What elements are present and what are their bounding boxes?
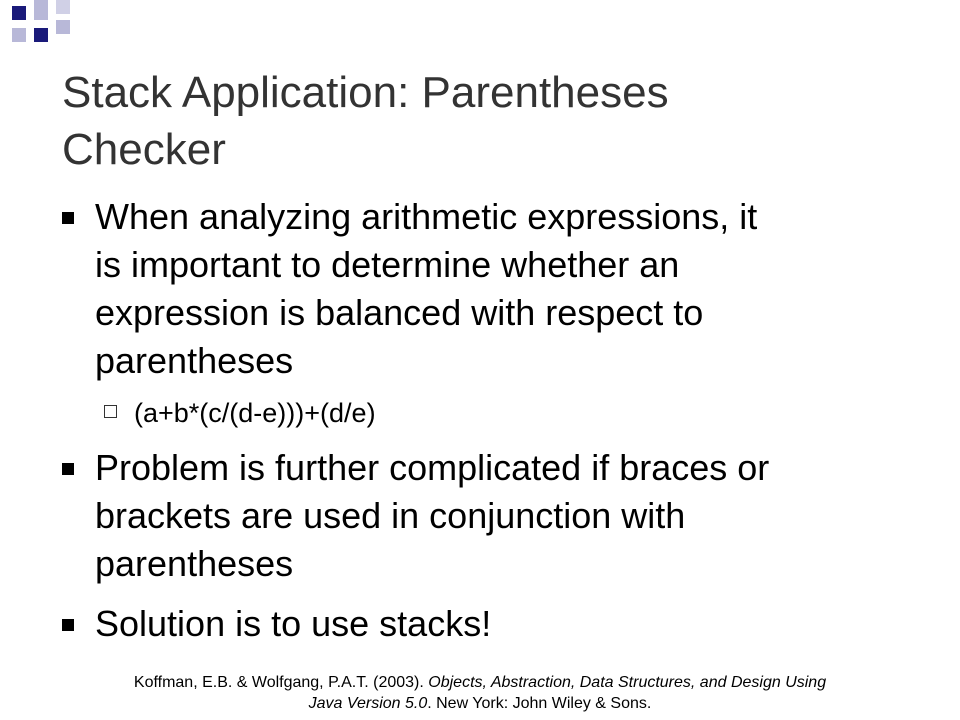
slide-title-line: Checker	[62, 125, 226, 174]
bullet-line: brackets are used in conjunction with	[95, 495, 686, 536]
deco-square	[34, 0, 48, 20]
corner-decoration	[0, 0, 80, 48]
deco-square	[56, 0, 70, 14]
slide-title-line: Stack Application: Parentheses	[62, 68, 669, 117]
bullet-line: When analyzing arithmetic expressions, it	[95, 196, 758, 237]
deco-square	[34, 28, 48, 42]
bullet-square-icon	[62, 619, 74, 631]
bullet-line: parentheses	[95, 340, 294, 381]
bullet-square-icon	[62, 212, 74, 224]
bullet-item	[62, 444, 942, 588]
deco-square	[12, 6, 26, 20]
bullet-line: Solution is to use stacks!	[95, 603, 492, 644]
deco-square	[56, 20, 70, 34]
sub-bullet-item	[62, 395, 942, 431]
citation-publisher: . New York: John Wiley & Sons.	[427, 695, 652, 712]
bullet-line: expression is balanced with respect to	[95, 292, 704, 333]
citation-title: Objects, Abstraction, Data Structures, and Design Using	[428, 674, 827, 691]
bullet-line: parentheses	[95, 543, 294, 584]
bullet-square-icon	[62, 463, 74, 475]
slide-title	[62, 64, 922, 178]
bullet-list	[62, 193, 942, 648]
hollow-square-icon	[104, 405, 117, 418]
bullet-item	[62, 600, 942, 648]
bullet-item	[62, 193, 942, 385]
bullet-line: is important to determine whether an	[95, 244, 680, 285]
citation	[40, 672, 920, 714]
sub-bullet-text: (a+b*(c/(d-e)))+(d/e)	[134, 398, 376, 428]
citation-title-version: Java Version 5.0	[308, 695, 428, 712]
deco-square	[12, 28, 26, 42]
bullet-line: Problem is further complicated if braces or	[95, 447, 770, 488]
citation-authors: Koffman, E.B. & Wolfgang, P.A.T. (2003).	[133, 674, 429, 691]
